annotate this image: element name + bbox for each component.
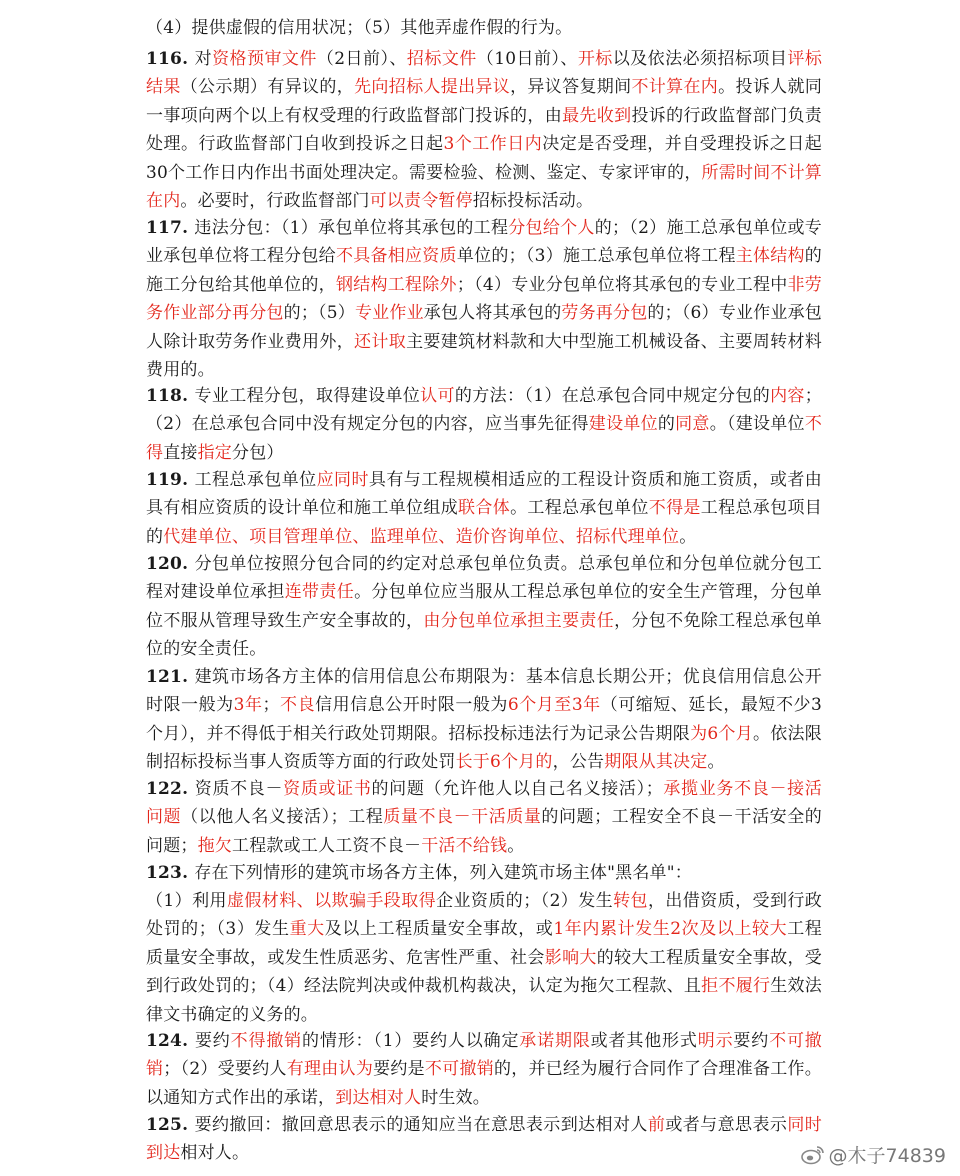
highlight-text: 还计取 [354, 331, 407, 352]
highlight-text: 转包 [613, 891, 648, 911]
body-text: 决定是否受理，并自受理投诉之日起30个工作日内作出书面处理决定。需要检验、检测、鉴定、专家评审的， [146, 134, 822, 183]
highlight-text: 分包给个人 [508, 218, 595, 238]
paragraph [146, 550, 822, 664]
highlight-text: 承揽业务不良－接活问题 [146, 779, 822, 828]
highlight-text: 拖欠 [197, 835, 233, 856]
highlight-text: 最先收到 [562, 105, 632, 126]
highlight-text: 不得 [146, 414, 823, 463]
weibo-watermark [801, 1141, 946, 1168]
body-text: 单位的；（3）施工总承包单位将工程 [456, 246, 736, 267]
paragraph [146, 887, 822, 1029]
body-text: 直接 [163, 442, 198, 463]
body-text: 的问题（允许他人以自己名义接活）； [371, 779, 663, 799]
body-text: 的 [657, 414, 676, 435]
body-text: 的方法：（1）在总承包合同中规定分包的 [454, 386, 771, 406]
highlight-text: 主体结构 [735, 246, 805, 267]
body-text: 对 [194, 49, 213, 69]
watermark-text: @木子74839 [828, 1145, 946, 1167]
body-text: 要约 [194, 1031, 231, 1051]
body-text: 以及依法必须招标项目 [612, 49, 788, 69]
highlight-text: 明示 [697, 1031, 734, 1051]
item-number: 116. [146, 49, 195, 69]
body-text: 企业资质的；（2）发生 [436, 891, 614, 911]
highlight-text: 影响大 [544, 947, 597, 968]
paragraph [146, 466, 822, 551]
body-text: 。依法限制招标投标当事人资质等方面的行政处罚 [146, 723, 822, 773]
highlight-text: 代建单位、项目管理单位、监理单位、造价咨询单位、招标代理单位 [163, 526, 680, 547]
highlight-text: 前 [647, 1115, 666, 1135]
body-text: 投诉的行政监督部门负责处理。行政监督部门自收到投诉之日起 [146, 105, 822, 155]
body-text: 及以上工程质量安全事故，或 [324, 919, 554, 940]
body-text: 要约撤回：撤回意思表示的通知应当在意思表示到达相对人 [194, 1115, 648, 1135]
body-text: 的问题；工程安全不良－干活安全的问题； [146, 807, 822, 856]
body-text: 的；（5） [283, 303, 355, 324]
body-text: 招标投标活动。 [472, 191, 594, 212]
body-text: 存在下列情形的建筑市场各方主体，列入建筑市场主体"黑名单"： [194, 863, 692, 883]
highlight-text: 到达相对人 [335, 1087, 422, 1108]
highlight-text: 连带责任 [284, 582, 355, 603]
highlight-text: 建设单位 [588, 414, 658, 435]
body-text: 相对人。 [180, 1143, 250, 1164]
paragraph [146, 45, 822, 215]
highlight-text: 不得是 [648, 498, 701, 519]
highlight-text: 长于6个月的 [455, 752, 553, 773]
body-text: ，分包不免除工程总承包单位的安全责任。 [146, 610, 822, 660]
body-text: 的；（6）专业作业承包人除计取劳务作业费用外， [146, 303, 822, 352]
body-text: 违法分包：（1）承包单位将其承包的工程 [194, 218, 509, 238]
highlight-text: 3年 [233, 695, 263, 716]
body-text: 的较大工程质量安全事故，受到行政处罚的；（4）经法院判决或仲裁机构裁决，认定为拖欠工程款、且 [146, 947, 822, 997]
paragraph [146, 663, 822, 777]
item-number: 119. [146, 470, 195, 490]
body-text: 。必要时，行政监督部门 [180, 191, 370, 212]
highlight-text: 应同时 [316, 470, 369, 490]
paragraph [146, 1027, 822, 1112]
paragraph [146, 859, 822, 887]
body-text: 要约 [733, 1031, 770, 1051]
body-text: 。 [707, 752, 725, 773]
highlight-text: 拒不履行 [701, 976, 771, 997]
body-text: （公示期）有异议的， [180, 77, 355, 98]
highlight-text: 6个月至3年 [507, 695, 601, 716]
highlight-text: 3个工作日内 [443, 134, 543, 155]
body-text: 的，并已经为履行合同作了合理准备工作。以通知方式作出的承诺， [146, 1059, 823, 1108]
highlight-text: 评标结果 [146, 49, 823, 98]
body-text: ，异议答复期间 [510, 77, 632, 98]
body-text: 或者与意思表示 [665, 1115, 788, 1135]
body-text: 主要建筑材料款和大中型施工机械设备、主要周转材料费用的。 [146, 331, 822, 381]
highlight-text: 所需时间不计算在内 [146, 162, 823, 212]
body-text: ； [262, 695, 280, 716]
highlight-text: 非劳务作业部分再分包 [146, 274, 822, 324]
item-number: 124. [146, 1031, 195, 1051]
body-text: 工程总承包项目的 [146, 498, 822, 547]
highlight-text: 资格预审文件 [212, 49, 317, 69]
body-text: ；（2）在总承包合同中没有规定分包的内容，应当事先征得 [146, 386, 822, 435]
highlight-text: 同时到达 [146, 1115, 822, 1164]
body-text: 专业工程分包，取得建设单位 [194, 386, 421, 406]
body-text: （可缩短、延长，最短不少3个月），并不得低于相关行政处罚期限。招标投标违法行为记录公告期限 [146, 695, 823, 744]
highlight-text: 专业作业 [354, 303, 424, 324]
body-text: 或者其他形式 [590, 1031, 698, 1051]
highlight-text: 质量不良－干活质量 [383, 807, 542, 828]
highlight-text: 可以责令暂停 [369, 191, 473, 212]
body-text: 。分包单位应当服从工程总承包单位的安全生产管理，分包单位不服从管理导致生产安全事故的， [146, 582, 822, 631]
body-text: 工程总承包单位 [194, 470, 317, 490]
body-text: 建筑市场各方主体的信用信息公布期限为：基本信息长期公开；优良信用信息公开时限一般为 [146, 667, 822, 716]
item-number: 118. [146, 386, 195, 406]
body-text: （1）利用 [146, 891, 227, 911]
body-text: ；（2）受要约人 [163, 1059, 287, 1080]
highlight-text: 钢结构工程除外 [335, 274, 457, 295]
body-text: 资质不良－ [194, 779, 283, 799]
item-number: 117. [146, 218, 195, 238]
body-text: 具有与工程规模相适应的工程设计资质和施工资质，或者由具有相应资质的设计单位和施工单位组成 [146, 470, 822, 519]
highlight-text: 先向招标人提出异议 [354, 77, 511, 98]
body-text: 的；（2）施工总承包单位或专业承包单位将工程分包给 [146, 218, 822, 267]
highlight-text: 不计算在内 [631, 77, 719, 98]
paragraph [146, 382, 822, 467]
paragraph [146, 1111, 822, 1168]
body-text: 。（建设单位 [709, 414, 805, 435]
body-text: 工程质量安全事故，或发生性质恶劣、危害性严重、社会 [146, 919, 822, 968]
body-text: 分包） [232, 442, 284, 463]
body-text: 的情形：（1）要约人以确定 [302, 1031, 520, 1051]
highlight-text: 不可撤销 [424, 1059, 494, 1080]
highlight-text: 同意 [675, 414, 710, 435]
body-text: 。 [679, 526, 697, 547]
body-text: （4）提供虚假的信用状况；（5）其他弄虚作假的行为。 [146, 18, 573, 38]
highlight-text: 为6个月 [690, 723, 753, 744]
body-text: ，出借资质，受到行政处罚的；（3）发生 [146, 891, 822, 940]
highlight-text: 1年内累计发生2次及以上较大 [553, 919, 788, 940]
body-text: （10日前）、 [476, 49, 578, 69]
body-text: 生效法律文书确定的义务的。 [146, 976, 822, 1025]
highlight-text: 指定 [197, 442, 233, 463]
highlight-text: 招标文件 [406, 49, 477, 69]
highlight-text: 期限从其决定 [604, 752, 708, 773]
item-number: 120. [146, 554, 195, 574]
body-text: 时生效。 [421, 1087, 491, 1108]
body-text: 的施工分包给其他单位的， [146, 246, 822, 295]
highlight-text: 干活不给钱 [421, 835, 508, 856]
body-text: 要约是 [373, 1059, 425, 1080]
highlight-text: 不良 [279, 695, 316, 716]
body-text: 分包单位按照分包合同的约定对总承包单位负责。总承包单位和分包单位就分包工程对建设单位承担 [146, 554, 822, 603]
highlight-text: 劳务再分包 [561, 303, 648, 324]
item-number: 123. [146, 863, 195, 883]
highlight-text: 虚假材料、以欺骗手段取得 [226, 891, 437, 911]
item-number: 125. [146, 1115, 195, 1135]
body-text: 。投诉人就同一事项向两个以上有权受理的行政监督部门投诉的，由 [146, 77, 823, 126]
body-text: 。 [507, 835, 525, 856]
highlight-text: 重大 [289, 919, 325, 940]
highlight-text: 资质或证书 [282, 779, 372, 799]
body-text: ；（4）专业分包单位将其承包的专业工程中 [456, 274, 788, 295]
body-text: ，公告 [552, 752, 605, 773]
highlight-text: 不具备相应资质 [335, 246, 457, 267]
highlight-text: 开标 [577, 49, 613, 69]
body-text: （以他人名义接活）；工程 [181, 807, 384, 828]
highlight-text: 内容 [770, 386, 805, 406]
body-text: 信用信息公开时限一般为 [315, 695, 508, 716]
highlight-text: 认可 [420, 386, 455, 406]
item-number: 121. [146, 667, 195, 687]
weibo-icon [801, 1145, 825, 1165]
body-text: 承包人将其承包的 [423, 303, 562, 324]
highlight-text: 由分包单位承担主要责任 [423, 610, 615, 631]
body-text: 工程款或工人工资不良－ [232, 835, 422, 856]
highlight-text: 不可撤销 [146, 1031, 822, 1080]
paragraph [146, 14, 822, 42]
highlight-text: 不得撤销 [230, 1031, 303, 1051]
item-number: 122. [146, 779, 195, 799]
highlight-text: 联合体 [458, 498, 511, 519]
body-text: （2日前）、 [316, 49, 407, 69]
paragraph [146, 775, 822, 860]
highlight-text: 有理由认为 [286, 1059, 374, 1080]
paragraph [146, 214, 822, 384]
highlight-text: 承诺期限 [519, 1031, 591, 1051]
body-text: 。工程总承包单位 [510, 498, 649, 519]
